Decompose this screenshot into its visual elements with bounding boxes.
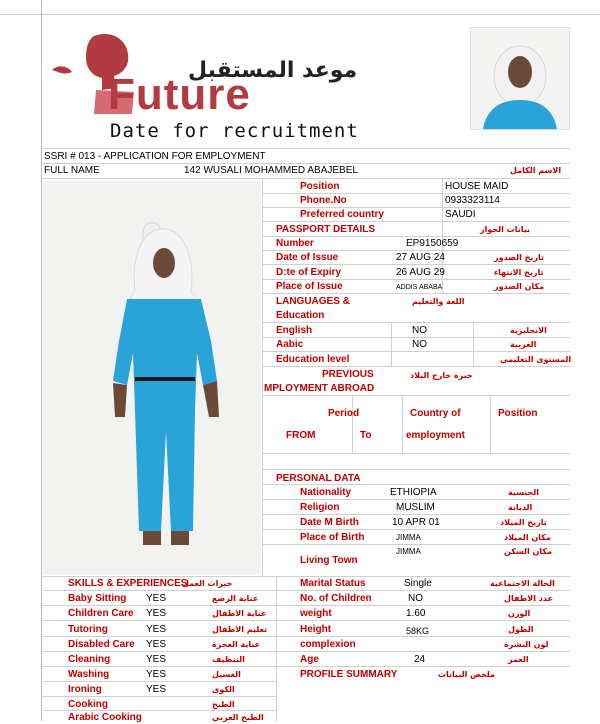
height-arabic: الطول	[508, 625, 534, 634]
english-value: NO	[412, 325, 427, 336]
expiry-date-label: D:te of Expiry	[276, 267, 342, 278]
full-body-photo	[43, 181, 261, 575]
children-label: No. of Children	[300, 593, 372, 604]
skill-arabic: الغسيل	[212, 670, 241, 679]
languages-heading: LANGUAGES &	[276, 296, 350, 307]
skill-label: Children Care	[68, 608, 134, 619]
religion-value: MUSLIM	[396, 502, 435, 513]
country-column-header: Country of	[410, 408, 461, 419]
issue-date-value: 27 AUG 24	[396, 252, 445, 263]
english-arabic: الانجليزية	[510, 326, 547, 335]
full-name-label: FULL NAME	[44, 165, 100, 176]
rule	[262, 529, 570, 530]
passport-number-value: EP9150659	[406, 238, 459, 249]
rule	[262, 178, 263, 576]
passport-number-label: Number	[276, 238, 314, 249]
phone-label: Phone.No	[300, 195, 347, 206]
skill-label: Arabic Cooking	[68, 712, 142, 723]
expiry-date-value: 26 AUG 29	[396, 267, 445, 278]
skills-heading-arabic: خبرات العمل	[182, 579, 233, 588]
from-column-header: FROM	[286, 430, 316, 441]
rule	[262, 395, 570, 396]
english-label: English	[276, 325, 313, 336]
rule	[41, 620, 570, 621]
education-heading: Education	[276, 310, 325, 321]
position-value: HOUSE MAID	[445, 181, 509, 192]
date-of-birth-value: 10 APR 01	[392, 517, 440, 528]
rule	[262, 514, 570, 515]
place-of-issue-label: Place of Issue	[276, 281, 343, 292]
place-of-issue-arabic: مكان الصدور	[494, 282, 545, 291]
profile-summary-label: PROFILE SUMMARY	[300, 669, 398, 680]
rule	[262, 193, 570, 194]
skill-arabic: الطبخ العربي	[212, 713, 264, 722]
previous-employment-heading: PREVIOUS	[322, 369, 374, 380]
position-column-header: Position	[498, 408, 538, 419]
education-level-label: Education level	[276, 354, 350, 365]
skill-value: YES	[146, 684, 167, 695]
full-name-value: 142 WUSALI MOHAMMED ABAJEBEL	[184, 165, 358, 176]
rule	[391, 322, 392, 366]
employment-heading-arabic: خبرة خارج البلاد	[410, 371, 473, 380]
rule	[262, 337, 570, 338]
passport-heading-arabic: بيانات الجواز	[480, 225, 530, 234]
skill-label: Tutoring	[68, 624, 108, 635]
skills-heading: SKILLS & EXPERIENCES	[68, 578, 188, 589]
arabic-arabic: العربية	[510, 340, 537, 349]
skill-label: Washing	[68, 669, 110, 680]
rule	[41, 681, 276, 682]
skill-label: Cooking	[68, 699, 108, 710]
rule	[473, 322, 474, 366]
education-level-arabic: المستوى التعليمي	[500, 355, 572, 364]
logo-arabic-text: موعد المستقبل	[188, 58, 358, 83]
rule	[402, 395, 403, 453]
age-value: 24	[414, 654, 426, 665]
place-of-birth-value: JIMMA	[396, 533, 421, 542]
rule	[262, 499, 570, 500]
rule	[41, 576, 570, 577]
rule	[262, 544, 570, 545]
rule	[41, 148, 570, 149]
skill-value: YES	[146, 639, 167, 650]
rule	[41, 590, 570, 591]
passport-photo	[470, 27, 570, 130]
weight-arabic: الوزن	[508, 609, 531, 618]
complexion-arabic: لون البشرة	[504, 640, 549, 649]
age-arabic: العمر	[508, 655, 529, 664]
religion-arabic: الديانة	[508, 503, 533, 512]
skill-label: Baby Sitting	[68, 593, 127, 604]
height-value: 58KG	[406, 626, 430, 636]
rule	[352, 395, 353, 453]
period-column-header: Period	[328, 408, 360, 419]
rule	[262, 236, 570, 237]
rule	[262, 469, 570, 470]
issue-date-label: Date of Issue	[276, 252, 339, 263]
place-of-birth-label: Place of Birth	[300, 532, 365, 543]
skill-value: YES	[146, 608, 167, 619]
rule	[41, 651, 570, 652]
application-reference: SSRI # 013 - APPLICATION FOR EMPLOYMENT	[44, 151, 266, 162]
skill-arabic: عناية العجزة	[212, 640, 261, 649]
date-of-birth-arabic: تاريخ الميلاد	[500, 518, 547, 527]
rule	[262, 453, 570, 454]
rule	[41, 605, 570, 606]
skill-label: Cleaning	[68, 654, 111, 665]
children-value: NO	[408, 593, 423, 604]
marital-status-arabic: الحالة الاجتماعية	[490, 579, 555, 588]
rule	[262, 250, 570, 251]
age-label: Age	[300, 654, 319, 665]
living-town-label: Living Town	[300, 555, 358, 566]
rule	[262, 207, 570, 208]
rule	[262, 221, 570, 222]
rule	[262, 264, 570, 265]
position-label: Position	[300, 181, 340, 192]
skill-arabic: عناية الرضع	[212, 594, 259, 603]
rule	[490, 395, 491, 453]
rule	[41, 696, 276, 697]
passport-heading: PASSPORT DETAILS	[276, 224, 376, 235]
logo-future-text: Future	[108, 70, 251, 119]
personal-data-heading: PERSONAL DATA	[276, 473, 361, 484]
children-arabic: عدد الاطفال	[504, 594, 553, 603]
complexion-label: complexion	[300, 639, 356, 650]
logo-tagline: Date for recruitment	[110, 120, 359, 142]
preferred-country-label: Preferred country	[300, 209, 384, 220]
marital-status-value: Single	[404, 578, 432, 589]
profile-summary-arabic: ملخص البيانات	[438, 670, 496, 679]
nationality-arabic: الجنسية	[508, 488, 540, 497]
skill-value: YES	[146, 654, 167, 665]
rule	[41, 178, 570, 179]
issue-date-arabic: تاريخ الصدور	[494, 253, 544, 262]
page-left-border	[41, 0, 42, 721]
skill-arabic: تعليم الاطفال	[212, 625, 268, 634]
arabic-value: NO	[412, 339, 427, 350]
skill-value: YES	[146, 593, 167, 604]
rule	[276, 576, 277, 721]
phone-value: 0933323114	[445, 195, 500, 206]
rule	[262, 322, 570, 323]
religion-label: Religion	[300, 502, 340, 513]
skill-arabic: الكوى	[212, 685, 235, 694]
employment-column-header: employment	[406, 430, 465, 441]
full-name-arabic: الاسم الكامل	[510, 166, 562, 175]
living-town-value: JIMMA	[396, 547, 421, 556]
rule	[262, 366, 570, 367]
place-of-issue-value: ADDIS ABABA	[396, 284, 443, 291]
rule	[41, 636, 570, 637]
skill-value: YES	[146, 669, 167, 680]
page-top-rule	[0, 14, 600, 15]
weight-value: 1.60	[406, 608, 426, 619]
rule	[41, 163, 570, 164]
living-town-arabic: مكان السكن	[504, 547, 552, 556]
height-label: Height	[300, 624, 332, 635]
languages-heading-arabic: اللغة والتعليم	[412, 297, 465, 306]
date-of-birth-label: Date M Birth	[300, 517, 359, 528]
rule	[262, 351, 570, 352]
skill-arabic: الطبخ	[212, 700, 235, 709]
nationality-label: Nationality	[300, 487, 352, 498]
weight-label: weight	[300, 608, 332, 619]
expiry-date-arabic: تاريخ الانتهاء	[494, 268, 544, 277]
company-logo	[48, 30, 448, 148]
skill-arabic: التنظيف	[212, 655, 245, 664]
arabic-label: Aabic	[276, 339, 304, 350]
place-of-birth-arabic: مكان الميلاد	[504, 533, 551, 542]
nationality-value: ETHIOPIA	[390, 487, 437, 498]
skill-arabic: عناية الاطفال	[212, 609, 267, 618]
preferred-country-value: SAUDI	[445, 209, 476, 220]
employment-abroad-heading: MPLOYMENT ABROAD	[264, 383, 375, 394]
skill-label: Disabled Care	[68, 639, 135, 650]
skill-value: YES	[146, 624, 167, 635]
to-column-header: To	[360, 430, 372, 441]
marital-status-label: Marital Status	[300, 578, 366, 589]
rule	[262, 279, 570, 280]
rule	[41, 666, 570, 667]
skill-label: Ironing	[68, 684, 102, 695]
